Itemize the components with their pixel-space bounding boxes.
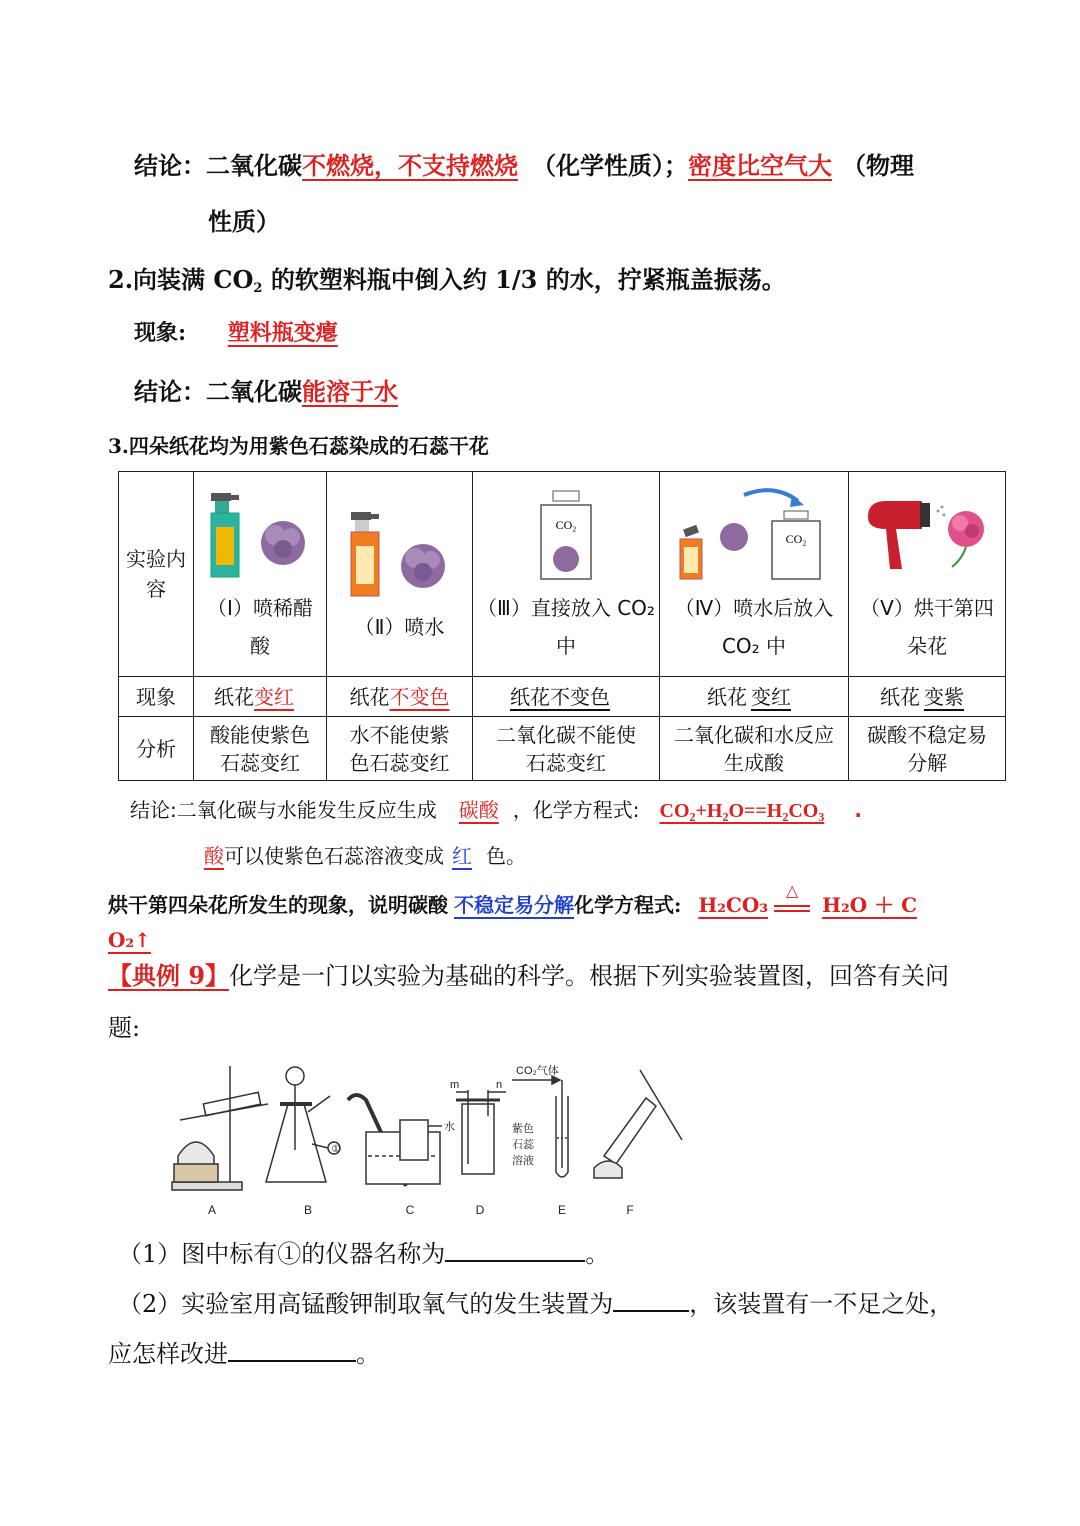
answer-acid: 酸 <box>204 844 224 868</box>
analysis-2: 水不能使紫色石蕊变红 <box>327 717 473 781</box>
label-f: F <box>626 1203 634 1217</box>
answer-equation-2-wrap: O₂↑ <box>108 928 151 952</box>
conclusion-line-2: 结论：二氧化碳能溶于水 <box>134 372 422 407</box>
answer-equation-2-left: H₂CO₃ <box>698 893 769 917</box>
answer-blank-1[interactable] <box>445 1240 585 1262</box>
label-co2-gas: CO₂气体 <box>516 1065 559 1077</box>
answer-dissolves-in-water: 能溶于水 <box>302 377 398 406</box>
apparatus-b <box>266 1067 340 1182</box>
label-n: n <box>496 1079 503 1091</box>
answer-unstable: 不稳定易分解 <box>454 893 574 917</box>
spray-bottle-water-icon <box>345 506 455 602</box>
label-m: m <box>450 1079 460 1091</box>
chem-property-label: （化学性质）； <box>532 151 688 180</box>
section3-title: 3.四朵纸花均为用紫色石蕊染成的石蕊干花 <box>108 434 489 458</box>
analysis-3: 二氧化碳不能使石蕊变红 <box>473 717 660 781</box>
answer-blank-2[interactable] <box>613 1290 689 1312</box>
experiment-cell-5 <box>849 472 1006 677</box>
experiment-name-1: （Ⅰ）喷稀醋酸 <box>207 596 313 658</box>
answer-equation-1: CO₂+H₂O==H₂CO₃ <box>659 800 825 822</box>
experiment-cell-4 <box>660 472 849 677</box>
apparatus-d <box>456 1090 506 1174</box>
phenomenon-4: 纸花 变红 <box>660 677 849 717</box>
question-2-wrap: 应怎样改进 。 <box>108 1340 380 1368</box>
pink-flower-icon <box>948 511 984 547</box>
phenomenon-label: 现象: <box>134 320 187 346</box>
answer-denser-than-air: 密度比空气大 <box>688 151 832 180</box>
spray-then-jar-icon <box>674 487 834 583</box>
gas-jar-icon <box>511 487 621 583</box>
row-header-analysis: 分析 <box>119 717 194 781</box>
label-litmus-2: 石蕊 <box>512 1139 534 1151</box>
conclusion-line-4: 酸可以使紫色石蕊溶液变成 红 色。 <box>194 840 526 869</box>
answer-red: 红 <box>452 844 472 868</box>
conclusion-line-1-wrap: 性质） <box>208 207 280 236</box>
spray-bottle-acid-icon <box>205 487 315 583</box>
label-litmus-3: 溶液 <box>512 1155 534 1167</box>
svg-text:CO₂: CO₂ <box>785 532 807 546</box>
label-c: C <box>405 1203 415 1217</box>
experiment-cell-3 <box>473 472 660 677</box>
experiment-name-4: （Ⅳ）喷水后放入 CO₂ 中 <box>674 596 834 658</box>
conclusion-line-1 <box>134 146 914 181</box>
example9-line: 【典例 9】化学是一门以实验为基础的科学。根据下列实验装置图，回答有关问 <box>108 961 950 990</box>
conclusion-prefix: 结论：二氧化碳 <box>134 151 302 180</box>
question-2: （2）实验室用高锰酸钾制取氧气的发生装置为 ，该装置有一不足之处， <box>118 1290 954 1318</box>
experiment-cell-1 <box>194 472 327 677</box>
label-water: 水 <box>444 1121 455 1133</box>
svg-text:CO₂: CO₂ <box>555 518 577 532</box>
answer-carbonic-acid: 碳酸 <box>458 798 499 822</box>
label-circle-1: ① <box>331 1144 341 1155</box>
label-b: B <box>303 1203 313 1217</box>
drying-line: 烘干第四朵花所发生的现象，说明碳酸 不稳定易分解化学方程式: H₂CO₃ △ H₂O ＋ C <box>108 881 918 917</box>
heat-triangle-icon: △ <box>785 881 799 900</box>
conclusion-line-3: 结论:二氧化碳与水能发生反应生成 碳酸 ，化学方程式: CO₂+H₂O==H₂CO₃ . <box>130 798 862 822</box>
label-e: E <box>557 1203 567 1217</box>
experiment-table <box>118 471 1006 781</box>
purple-flower-icon <box>553 546 579 572</box>
answer-blank-3[interactable] <box>228 1340 356 1362</box>
question-1: （1）图中标有①的仪器名称为 。 <box>118 1240 610 1268</box>
row-header-phenomenon: 现象 <box>119 677 194 717</box>
apparatus-a <box>172 1066 268 1190</box>
row-header-content: 实验内容 <box>119 472 194 677</box>
analysis-1: 酸能使紫色石蕊变红 <box>194 717 327 781</box>
label-a: A <box>207 1203 217 1217</box>
section2-title: 2.向装满 $CO_2$ 的软塑料瓶中倒入约 1/3 的水，拧紧瓶盖振荡。 <box>108 265 786 296</box>
heat-condition <box>774 881 810 912</box>
apparatus-c <box>348 1095 442 1186</box>
phys-property-label: （物理 <box>842 151 914 180</box>
phenomenon-line <box>134 316 362 347</box>
answer-not-flammable: 不燃烧，不支持燃烧 <box>302 151 518 180</box>
label-d: D <box>475 1203 485 1217</box>
phenomenon-1: 纸花变红 <box>194 677 327 717</box>
answer-equation-2-right: H₂O ＋ C <box>822 893 918 917</box>
experiment-name-2: （Ⅱ）喷水 <box>354 615 445 639</box>
phenomenon-2: 纸花不变色 <box>327 677 473 717</box>
phenomenon-5: 纸花 变紫 <box>849 677 1006 717</box>
experiment-name-3: （Ⅲ）直接放入 CO₂ 中 <box>477 596 655 658</box>
purple-flower-icon <box>261 521 305 565</box>
analysis-5: 碳酸不稳定易分解 <box>849 717 1006 781</box>
analysis-4: 二氧化碳和水反应生成酸 <box>660 717 849 781</box>
apparatus-f <box>594 1070 682 1178</box>
purple-flower-icon <box>401 544 445 588</box>
label-litmus-1: 紫色 <box>512 1123 534 1135</box>
experiment-cell-2 <box>327 472 473 677</box>
answer-bottle-deflates: 塑料瓶变瘪 <box>227 320 338 346</box>
purple-flower-icon <box>720 523 748 551</box>
example9-wrap: 题: <box>108 1014 141 1042</box>
phenomenon-3: 纸花不变色 <box>473 677 660 717</box>
example9-tag: 【典例 9】 <box>108 961 230 990</box>
experiment-name-5: （Ⅴ）烘干第四朵花 <box>860 596 994 658</box>
hair-dryer-icon <box>862 487 992 583</box>
apparatus-diagram <box>160 1060 700 1220</box>
